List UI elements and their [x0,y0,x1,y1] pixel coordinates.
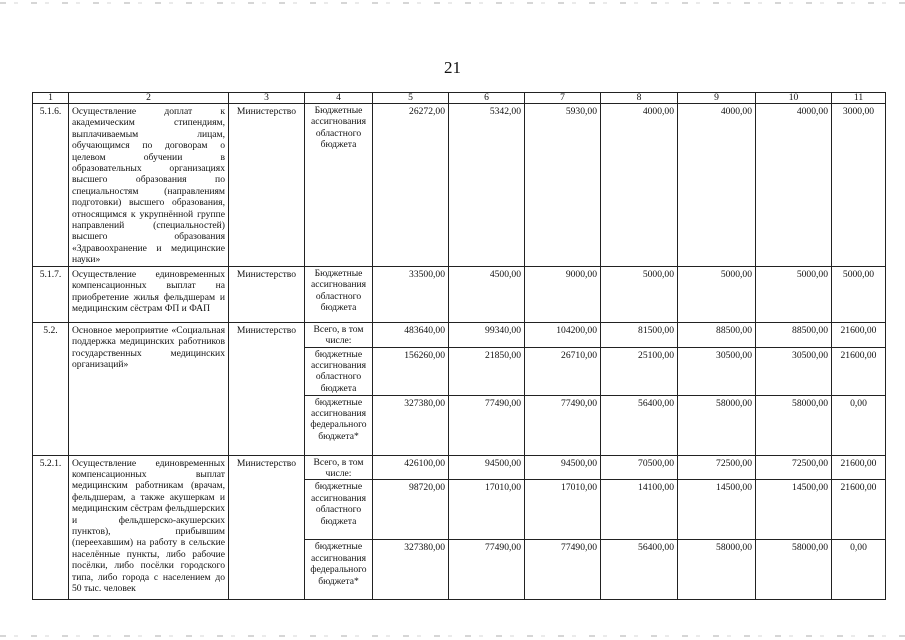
value-cell: 56400,00 [601,540,678,600]
value-cell: 4000,00 [601,104,678,267]
value-cell: 30500,00 [678,347,756,395]
value-cell: 25100,00 [601,347,678,395]
value-cell: 4000,00 [756,104,832,267]
column-header: 1 [33,93,69,104]
value-cell: 327380,00 [373,540,449,600]
column-header: 7 [525,93,601,104]
column-header: 11 [832,93,886,104]
value-cell: 5000,00 [756,266,832,322]
column-header: 8 [601,93,678,104]
value-cell: 5000,00 [601,266,678,322]
column-header: 5 [373,93,449,104]
value-cell: 21600,00 [832,455,886,480]
value-cell: 5000,00 [678,266,756,322]
value-cell: 21600,00 [832,347,886,395]
column-header: 2 [69,93,229,104]
row-description: Осуществление единовременных компенсационных выплат на приобретение жилья фельдшерам и медицинским сёстрам ФП и ФАП [69,266,229,322]
funding-source: Бюджетные ассигнования областного бюджета [305,266,373,322]
value-cell: 94500,00 [525,455,601,480]
row-executor: Министерство [229,455,305,600]
value-cell: 58000,00 [678,540,756,600]
budget-table [32,92,886,600]
value-cell: 0,00 [832,540,886,600]
table-row [33,104,886,267]
value-cell: 5930,00 [525,104,601,267]
value-cell: 77490,00 [449,395,525,455]
value-cell: 98720,00 [373,480,449,540]
column-header: 10 [756,93,832,104]
page-number: 21 [444,58,461,77]
value-cell: 0,00 [832,395,886,455]
value-cell: 21600,00 [832,480,886,540]
value-cell: 3000,00 [832,104,886,267]
value-cell: 4000,00 [678,104,756,267]
funding-source: бюджетные ассигнования областного бюджета [305,347,373,395]
value-cell: 4500,00 [449,266,525,322]
value-cell: 21850,00 [449,347,525,395]
column-header: 3 [229,93,305,104]
value-cell: 33500,00 [373,266,449,322]
value-cell: 327380,00 [373,395,449,455]
value-cell: 56400,00 [601,395,678,455]
value-cell: 77490,00 [525,540,601,600]
row-code: 5.2.1. [33,455,69,600]
row-code: 5.1.7. [33,266,69,322]
value-cell: 58000,00 [756,540,832,600]
value-cell: 426100,00 [373,455,449,480]
value-cell: 14500,00 [678,480,756,540]
value-cell: 99340,00 [449,322,525,347]
row-executor: Министерство [229,322,305,455]
value-cell: 58000,00 [756,395,832,455]
scan-edge-bottom [0,635,905,637]
value-cell: 88500,00 [756,322,832,347]
value-cell: 77490,00 [449,540,525,600]
value-cell: 21600,00 [832,322,886,347]
funding-source: Всего, в том числе: [305,455,373,480]
column-header: 9 [678,93,756,104]
value-cell: 26710,00 [525,347,601,395]
funding-source: бюджетные ассигнования областного бюджета [305,480,373,540]
table-row [33,455,886,480]
value-cell: 72500,00 [678,455,756,480]
funding-source: Всего, в том числе: [305,322,373,347]
row-executor: Министерство [229,104,305,267]
funding-source: бюджетные ассигнования федерального бюджета* [305,540,373,600]
table-row [33,266,886,322]
value-cell: 5342,00 [449,104,525,267]
value-cell: 17010,00 [449,480,525,540]
column-number-row [33,93,886,104]
value-cell: 72500,00 [756,455,832,480]
value-cell: 17010,00 [525,480,601,540]
funding-source: Бюджетные ассигнования областного бюджета [305,104,373,267]
row-description: Основное мероприятие «Социальная поддержка медицинских работников государственных медицинских организаций» [69,322,229,455]
value-cell: 5000,00 [832,266,886,322]
scan-edge-top [0,2,905,4]
row-code: 5.1.6. [33,104,69,267]
value-cell: 483640,00 [373,322,449,347]
value-cell: 14100,00 [601,480,678,540]
funding-source: бюджетные ассигнования федерального бюджета* [305,395,373,455]
row-executor: Министерство [229,266,305,322]
row-code: 5.2. [33,322,69,455]
table-row [33,322,886,347]
value-cell: 77490,00 [525,395,601,455]
column-header: 4 [305,93,373,104]
value-cell: 9000,00 [525,266,601,322]
value-cell: 94500,00 [449,455,525,480]
value-cell: 70500,00 [601,455,678,480]
value-cell: 81500,00 [601,322,678,347]
value-cell: 104200,00 [525,322,601,347]
value-cell: 30500,00 [756,347,832,395]
row-description: Осуществление единовременных компенсационных выплат медицинским работникам (врачам, фельдшерам, а также акушеркам и медицинским сёстрам фельдшерских и фельдшерско-акушерских пунктов), прибывшим (переехавшим) на работу в сельские населённые пункты, либо рабочие посёлки, либо посёлки городского типа, либо города с населением до 50 тыс. человек [69,455,229,600]
value-cell: 88500,00 [678,322,756,347]
value-cell: 58000,00 [678,395,756,455]
value-cell: 156260,00 [373,347,449,395]
row-description: Осуществление доплат к академическим стипендиям, выплачиваемым лицам, обучающимся по договорам о целевом обучении в образовательных организациях высшего образования по специальностям (направлениям подготовки) высшего образования, относящимся к укрупнённой группе направлений (специальностей) высшего образования «Здравоохранение и медицинские науки» [69,104,229,267]
column-header: 6 [449,93,525,104]
value-cell: 26272,00 [373,104,449,267]
value-cell: 14500,00 [756,480,832,540]
